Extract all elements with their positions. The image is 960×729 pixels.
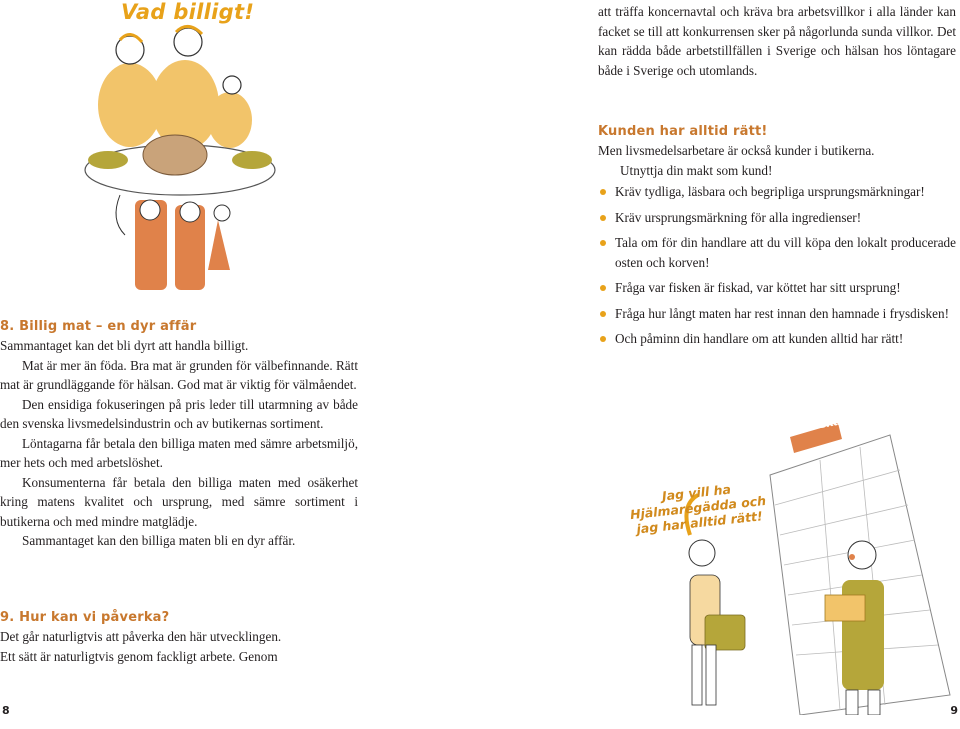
bullet-dot-icon [600, 215, 606, 221]
kunden-heading: Kunden har alltid rätt! [598, 124, 768, 139]
paragraph: Konsumenterna får betala den billiga maten med osäkerhet kring matens kvalitet och ursprung, med sämre sortiment i butikerna och med mindre matglädje. [0, 474, 358, 529]
family-platter-illustration [80, 20, 290, 305]
page-title: Vad billigt! [121, 0, 255, 24]
bullet-dot-icon [600, 189, 606, 195]
page-number-left: 8 [2, 704, 10, 717]
section-9 [0, 610, 358, 666]
intro-text [598, 2, 956, 80]
shopper-clerk-illustration [620, 415, 960, 715]
page-number-right: 9 [950, 704, 958, 717]
paragraph: Sammantaget kan den billiga maten bli en dyr affär. [22, 533, 296, 548]
paragraph: Mat är mer än föda. Bra mat är grunden för välbefinnande. Rätt mat är grundläggande för hälsan. God mat är viktig för välmåendet. [0, 357, 358, 392]
bullet-item: Fråga hur långt maten har rest innan den hamnade i frysdisken! [598, 304, 956, 324]
kunden-section [598, 124, 956, 355]
bullet-dot-icon [600, 311, 606, 317]
paragraph: Löntagarna får betala den billiga maten med sämre arbetsmiljö, mer hets och med arbetslöshet. [0, 435, 358, 470]
bullet-item: Och påminn din handlare om att kunden alltid har rätt! [598, 329, 956, 349]
bullet-list [598, 182, 956, 349]
paragraph: Den ensidiga fokuseringen på pris leder till utarmning av både den svenska livsmedelsindustrin och av butikernas sortiment. [0, 396, 358, 431]
paragraph: Ett sätt är naturligtvis genom fackligt arbete. Genom [0, 648, 278, 664]
bullet-dot-icon [600, 336, 606, 342]
paragraph: Sammantaget kan det bli dyrt att handla billigt. [0, 338, 249, 353]
box-label: Alaska [799, 414, 842, 435]
bullet-item: Tala om för din handlare att du vill köpa den lokalt producerade osten och korven! [598, 233, 956, 272]
section-9-heading: 9. Hur kan vi påverka? [0, 610, 170, 625]
section-8 [0, 319, 358, 551]
bullet-dot-icon [600, 285, 606, 291]
bullet-item: Fråga var fisken är fiskad, var köttet har sitt ursprung! [598, 278, 956, 298]
bullet-item: Kräv ursprungsmärkning för alla ingredienser! [598, 208, 956, 228]
paragraph: Men livsmedelsarbetare är också kunder i butikerna. [598, 143, 875, 158]
bullet-item: Kräv tydliga, läsbara och begripliga ursprungsmärkningar! [598, 182, 956, 202]
speech-text: Jag vill ha Hjälmaregädda och jag har alltid rätt! [629, 481, 767, 537]
paragraph: Utnyttja din makt som kund! [620, 162, 773, 178]
paragraph: att träffa koncernavtal och kräva bra arbetsvillkor i alla länder kan facket se till att konkurrensen sker på någorlunda sunda villkor. Det kan rädda både arbetstillfällen i Sverige och hälsan hos löntagare både i Sverige och utomlands. [598, 4, 956, 78]
paragraph: Det går naturligtvis att påverka den här utvecklingen. [0, 629, 282, 644]
right-page [480, 0, 960, 729]
bullet-dot-icon [600, 240, 606, 246]
section-8-heading: 8. Billig mat – en dyr affär [0, 319, 197, 334]
